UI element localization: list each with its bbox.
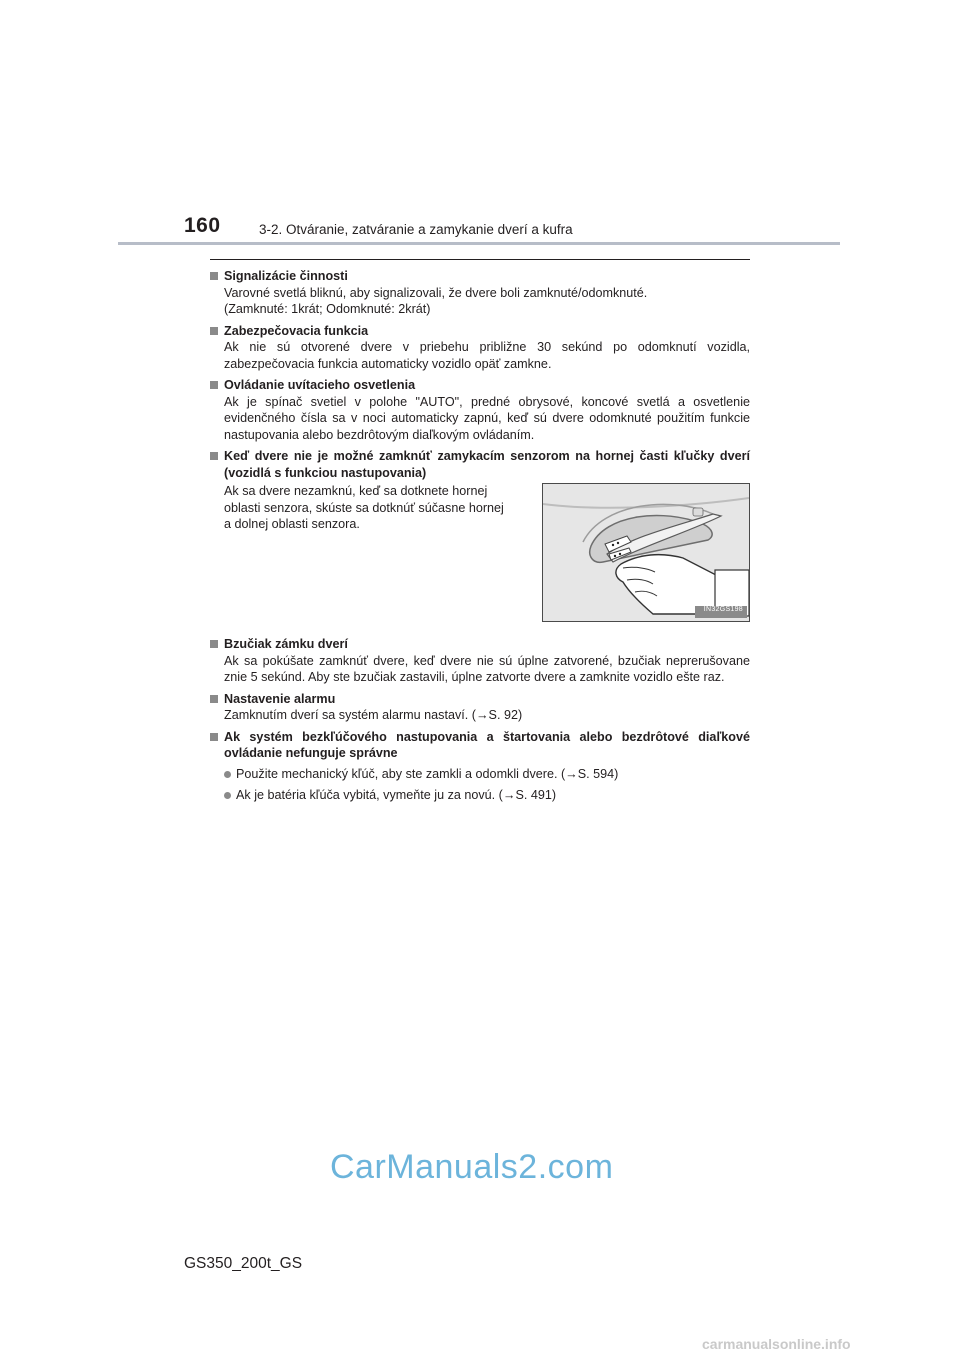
square-bullet-icon	[210, 327, 218, 335]
square-bullet-icon	[210, 381, 218, 389]
round-bullet-icon	[224, 771, 231, 778]
section-alarm-setting	[210, 691, 750, 724]
square-bullet-icon	[210, 640, 218, 648]
section-title: Ovládanie uvítacieho osvetlenia	[224, 378, 416, 392]
section-title: Keď dvere nie je možné zamknúť zamykacím senzorom na hornej časti kľučky dverí (vozidlá s funkciou nastupovania)	[224, 449, 750, 480]
list-item: Použite mechanický kľúč, aby ste zamkli a odomkli dvere. (→S. 594)	[210, 766, 750, 783]
figure-caption-text: Ak sa dvere nezamknú, keď sa dotknete hornej oblasti senzora, skúste sa dotknúť súčasne hornej a dolnej oblasti senzora.	[224, 484, 504, 531]
watermark-footer: carmanualsonline.info	[702, 1336, 851, 1352]
section-title: Zabezpečovacia funkcia	[224, 323, 369, 338]
watermark-logo: CarManuals2.com	[330, 1148, 614, 1186]
section-lock-sensor	[210, 448, 750, 622]
square-bullet-icon	[210, 272, 218, 280]
content-rule	[210, 259, 750, 260]
round-bullet-icon	[224, 792, 231, 799]
section-title: Bzučiak zámku dverí	[224, 637, 348, 651]
list-item: Ak je batéria kľúča vybitá, vymeňte ju za novú. (→S. 491)	[210, 787, 750, 804]
square-bullet-icon	[210, 695, 218, 703]
section-body: Zamknutím dverí sa systém alarmu nastaví. (→S. 92)	[224, 708, 523, 722]
figure-code: IN32GS198	[703, 605, 743, 613]
section-body: Ak nie sú otvorené dvere v priebehu približne 30 sekúnd po odomknutí vozidla, zabezpečovacia funkcia automaticky vozidlo opäť zamkne.	[224, 340, 750, 371]
section-title: Nastavenie alarmu	[224, 691, 336, 706]
section-smart-key-malfunction	[210, 729, 750, 804]
header-rule	[118, 242, 840, 245]
square-bullet-icon	[210, 733, 218, 741]
section-body: Ak je spínač svetiel v polohe "AUTO", predné obrysové, koncové svetlá a osvetlenie evidenčného čísla sa v noci automaticky zapnú, keď sú dvere odomknuté použitím funkcie nastupovania alebo bezdrôtovým diaľkovým ovládaním.	[224, 394, 750, 442]
chapter-title: 3-2. Otváranie, zatváranie a zamykanie dverí a kufra	[259, 222, 573, 237]
door-handle-illustration	[542, 483, 750, 622]
page-number: 160	[184, 214, 221, 237]
section-welcome-lighting	[210, 377, 750, 443]
section-operation-signals	[210, 268, 750, 318]
section-body: Varovné svetlá bliknú, aby signalizovali, že dvere boli zamknuté/odomknuté. (Zamknuté: 1krát; Odomknuté: 2krát)	[224, 285, 648, 316]
section-door-lock-buzzer	[210, 636, 750, 686]
section-title: Ak systém bezkľúčového nastupovania a štartovania alebo bezdrôtové diaľkové ovládanie nefunguje správne	[224, 729, 750, 760]
door-handle-hand-icon	[543, 484, 749, 621]
section-body: Ak sa pokúšate zamknúť dvere, keď dvere nie sú úplne zatvorené, bzučiak neprerušovane znie 5 sekúnd. Aby ste bzučiak zastavili, úplne zatvorte dvere a zamknite vozidlo ešte raz.	[224, 653, 750, 684]
page-content	[210, 268, 750, 809]
section-title: Signalizácie činnosti	[224, 269, 348, 283]
square-bullet-icon	[210, 452, 218, 460]
footer-model: GS350_200t_GS	[184, 1255, 303, 1272]
section-security-function	[210, 323, 750, 373]
